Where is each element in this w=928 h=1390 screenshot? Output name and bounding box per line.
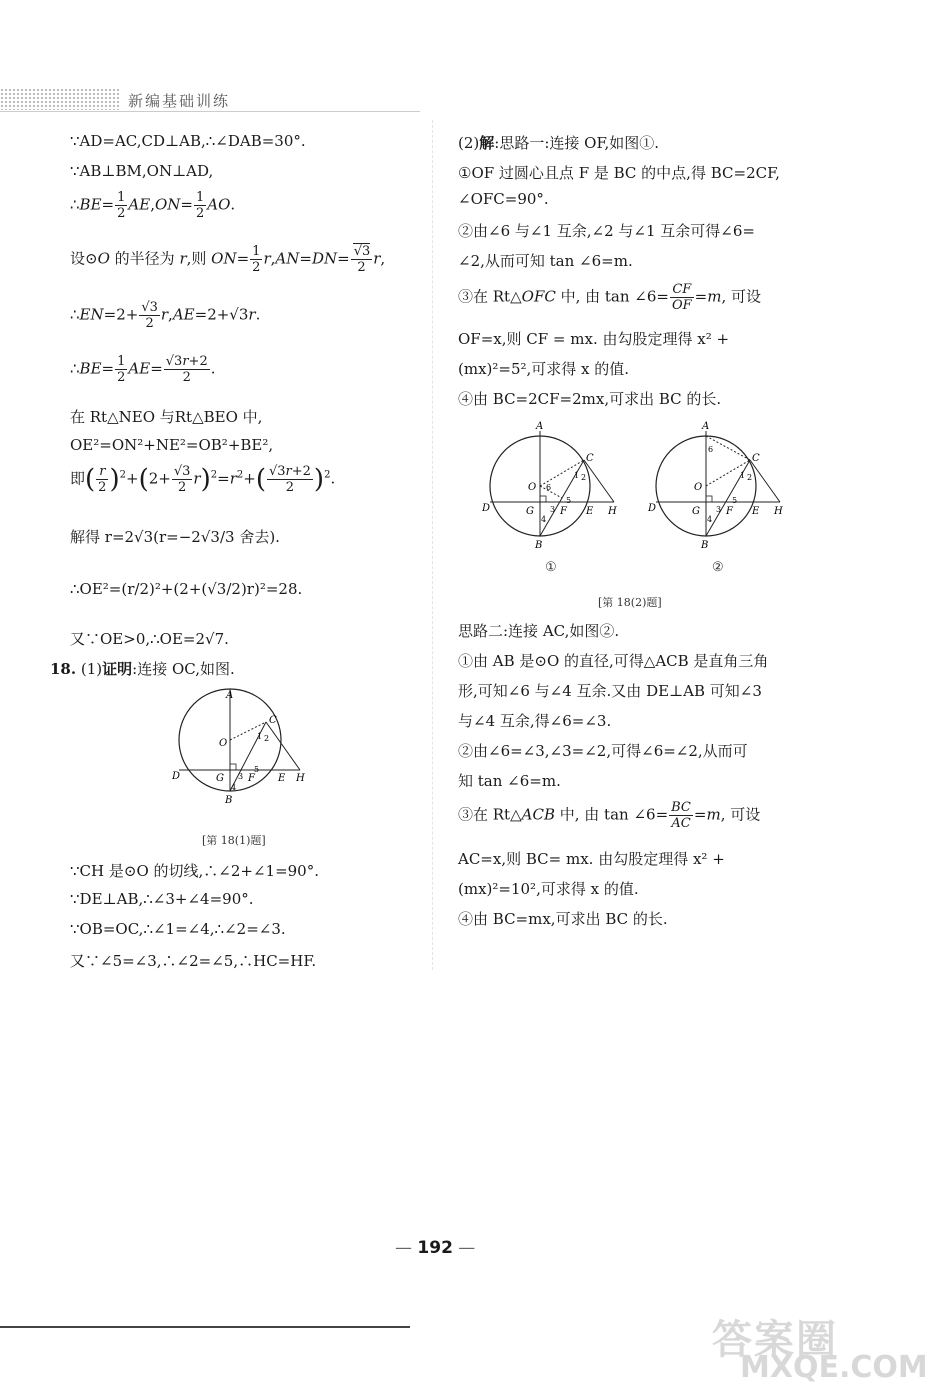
proof-line: ∵CH 是⊙O 的切线,∴∠2+∠1=90°. bbox=[70, 862, 319, 880]
equation-be-on: ∴BE= $\frac{1}{2}$ AE,ON= $\frac{1}{2}$ AO. bbox=[70, 190, 236, 221]
svg-text:1: 1 bbox=[257, 732, 263, 741]
figure-caption: [第 18(2)题] bbox=[598, 596, 662, 609]
figure-label: ② bbox=[712, 560, 724, 575]
svg-text:G: G bbox=[526, 506, 534, 517]
svg-text:B: B bbox=[535, 540, 543, 551]
text-line: ②由∠6=∠3,∠3=∠2,可得∠6=∠2,从而可 bbox=[458, 742, 748, 760]
approach-one-intro: :思路一:连接 OF,如图①. bbox=[494, 134, 660, 152]
svg-text:D: D bbox=[172, 771, 181, 782]
proof-line: ∵DE⊥AB,∴∠3+∠4=90°. bbox=[70, 890, 254, 908]
svg-text:3: 3 bbox=[238, 772, 244, 781]
equation-radius: 设⊙O 的半径为 r,则 ON= $\frac{1}{2}$ r,AN=DN= $\frac{√3}{2}$ r, bbox=[70, 244, 386, 275]
question-number: 18. bbox=[50, 660, 77, 678]
figure-caption: [第 18(1)题] bbox=[202, 834, 266, 847]
svg-text:6: 6 bbox=[708, 445, 714, 454]
part-number: (1) bbox=[80, 660, 103, 678]
text-line: 形,可知∠6 与∠4 互余.又由 DE⊥AB 可知∠3 bbox=[458, 682, 762, 700]
svg-text:C: C bbox=[586, 453, 594, 464]
text-line: OF=x,则 CF = mx. 由勾股定理得 x² + bbox=[458, 330, 730, 348]
equation-oe-squared: ∴OE²=(r/2)²+(2+(√3/2)r)²=28. bbox=[70, 580, 303, 598]
text-line: AC=x,则 BC= mx. 由勾股定理得 x² + bbox=[458, 850, 725, 868]
figure-18-2-approach-2 bbox=[646, 416, 796, 552]
svg-text:O: O bbox=[694, 482, 703, 493]
text-line: 在 Rt△NEO 与Rt△BEO 中, bbox=[70, 408, 263, 426]
svg-text:G: G bbox=[692, 506, 700, 517]
header-rule bbox=[0, 111, 420, 112]
text-line: ∵AB⊥BM,ON⊥AD, bbox=[70, 162, 214, 180]
svg-text:1: 1 bbox=[740, 471, 746, 480]
svg-text:A: A bbox=[226, 690, 234, 701]
text-line: 与∠4 互余,得∠6=∠3. bbox=[458, 712, 612, 730]
text-line: ④由 BC=mx,可求出 BC 的长. bbox=[458, 910, 668, 928]
book-title: 新编基础训练 bbox=[128, 92, 231, 110]
svg-text:O: O bbox=[219, 738, 228, 749]
text-line: (mx)²=5²,可求得 x 的值. bbox=[458, 360, 630, 378]
page-number: 192 bbox=[417, 1238, 453, 1258]
equation-oe: 又∵OE>0,∴OE=2√7. bbox=[70, 630, 229, 648]
svg-text:G: G bbox=[216, 773, 224, 784]
page-number-container: — 192 — bbox=[395, 1238, 476, 1258]
proof-label: 证明 bbox=[102, 660, 133, 678]
equation-be-value: ∴BE= $\frac{1}{2}$ AE= $\frac{√3r+2}{2}$ . bbox=[70, 354, 216, 385]
svg-text:2: 2 bbox=[264, 734, 270, 743]
equation-tan-acb: ③在 Rt△ACB 中, 由 tan ∠6= $\frac{BC}{AC}$ =m, 可设 bbox=[458, 800, 761, 831]
text-line: (mx)²=10²,可求得 x 的值. bbox=[458, 880, 639, 898]
question-18-heading bbox=[50, 658, 235, 679]
svg-text:4: 4 bbox=[707, 515, 713, 524]
svg-text:3: 3 bbox=[550, 505, 556, 514]
svg-text:C: C bbox=[752, 453, 760, 464]
proof-line: ∵OB=OC,∴∠1=∠4,∴∠2=∠3. bbox=[70, 920, 286, 938]
header-dot-pattern bbox=[0, 88, 120, 110]
svg-text:H: H bbox=[774, 506, 783, 517]
solution-heading bbox=[458, 132, 659, 153]
footer-rule bbox=[0, 1326, 410, 1328]
svg-text:5: 5 bbox=[566, 496, 572, 505]
svg-text:3: 3 bbox=[716, 505, 722, 514]
text-line: ①OF 过圆心且点 F 是 BC 的中点,得 BC=2CF, bbox=[458, 164, 780, 182]
svg-text:F: F bbox=[560, 506, 567, 517]
svg-text:A: A bbox=[702, 421, 710, 432]
svg-text:D: D bbox=[648, 503, 657, 514]
svg-text:E: E bbox=[586, 506, 594, 517]
svg-text:D: D bbox=[482, 503, 491, 514]
svg-text:2: 2 bbox=[747, 473, 753, 482]
proof-line: 又∵∠5=∠3,∴∠2=∠5,∴HC=HF. bbox=[70, 952, 317, 970]
svg-text:H: H bbox=[296, 773, 305, 784]
svg-text:2: 2 bbox=[581, 473, 587, 482]
text-line: 知 tan ∠6=m. bbox=[458, 772, 561, 790]
text-line: 思路二:连接 AC,如图②. bbox=[458, 622, 620, 640]
text-line: ②由∠6 与∠1 互余,∠2 与∠1 互余可得∠6= bbox=[458, 222, 755, 240]
figure-label: ① bbox=[545, 560, 557, 575]
watermark-url: MXQE.COM bbox=[740, 1350, 928, 1385]
svg-text:E: E bbox=[752, 506, 760, 517]
svg-text:4: 4 bbox=[231, 783, 237, 792]
text-line: ∵AD=AC,CD⊥AB,∴∠DAB=30°. bbox=[70, 132, 306, 150]
svg-text:F: F bbox=[726, 506, 733, 517]
svg-text:E: E bbox=[278, 773, 286, 784]
text-line: ④由 BC=2CF=2mx,可求出 BC 的长. bbox=[458, 390, 722, 408]
svg-text:H: H bbox=[608, 506, 617, 517]
svg-text:5: 5 bbox=[254, 765, 260, 774]
text-line: ①由 AB 是⊙O 的直径,可得△ACB 是直角三角 bbox=[458, 652, 769, 670]
text-line: ∠OFC=90°. bbox=[458, 190, 549, 208]
svg-text:5: 5 bbox=[732, 496, 738, 505]
figure-18-2-approach-1 bbox=[480, 416, 630, 552]
solution-label: 解 bbox=[479, 134, 495, 152]
part-number: (2) bbox=[458, 134, 480, 152]
svg-text:O: O bbox=[528, 482, 537, 493]
column-divider bbox=[432, 120, 433, 970]
svg-text:4: 4 bbox=[541, 515, 547, 524]
proof-intro: :连接 OC,如图. bbox=[132, 660, 235, 678]
svg-text:A: A bbox=[536, 421, 544, 432]
equation-tan-ofc: ③在 Rt△OFC 中, 由 tan ∠6= $\frac{CF}{OF}$ =m, 可设 bbox=[458, 282, 762, 313]
equation-pythagoras: OE²=ON²+NE²=OB²+BE², bbox=[70, 436, 274, 454]
equation-en-ae: ∴EN=2+ $\frac{√3}{2}$ r,AE=2+√3r. bbox=[70, 300, 261, 331]
text-line: ∠2,从而可知 tan ∠6=m. bbox=[458, 252, 633, 270]
figure-18-1 bbox=[168, 686, 318, 806]
svg-text:B: B bbox=[701, 540, 709, 551]
svg-text:1: 1 bbox=[574, 471, 580, 480]
svg-text:C: C bbox=[269, 715, 277, 726]
equation-expanded: 即( $\frac{r}{2}$ )$^2$+(2+ $\frac{√3}{2}$ $r)^2=r^2+$( $\frac{√3r+2}{2}$ )$^2$. bbox=[70, 464, 336, 495]
svg-text:6: 6 bbox=[546, 483, 552, 492]
equation-solution: 解得 r=2√3(r=−2√3/3 舍去). bbox=[70, 528, 280, 546]
svg-text:F: F bbox=[248, 773, 255, 784]
svg-text:B: B bbox=[225, 795, 233, 806]
watermark-logo: 答案圈 bbox=[712, 1317, 838, 1363]
